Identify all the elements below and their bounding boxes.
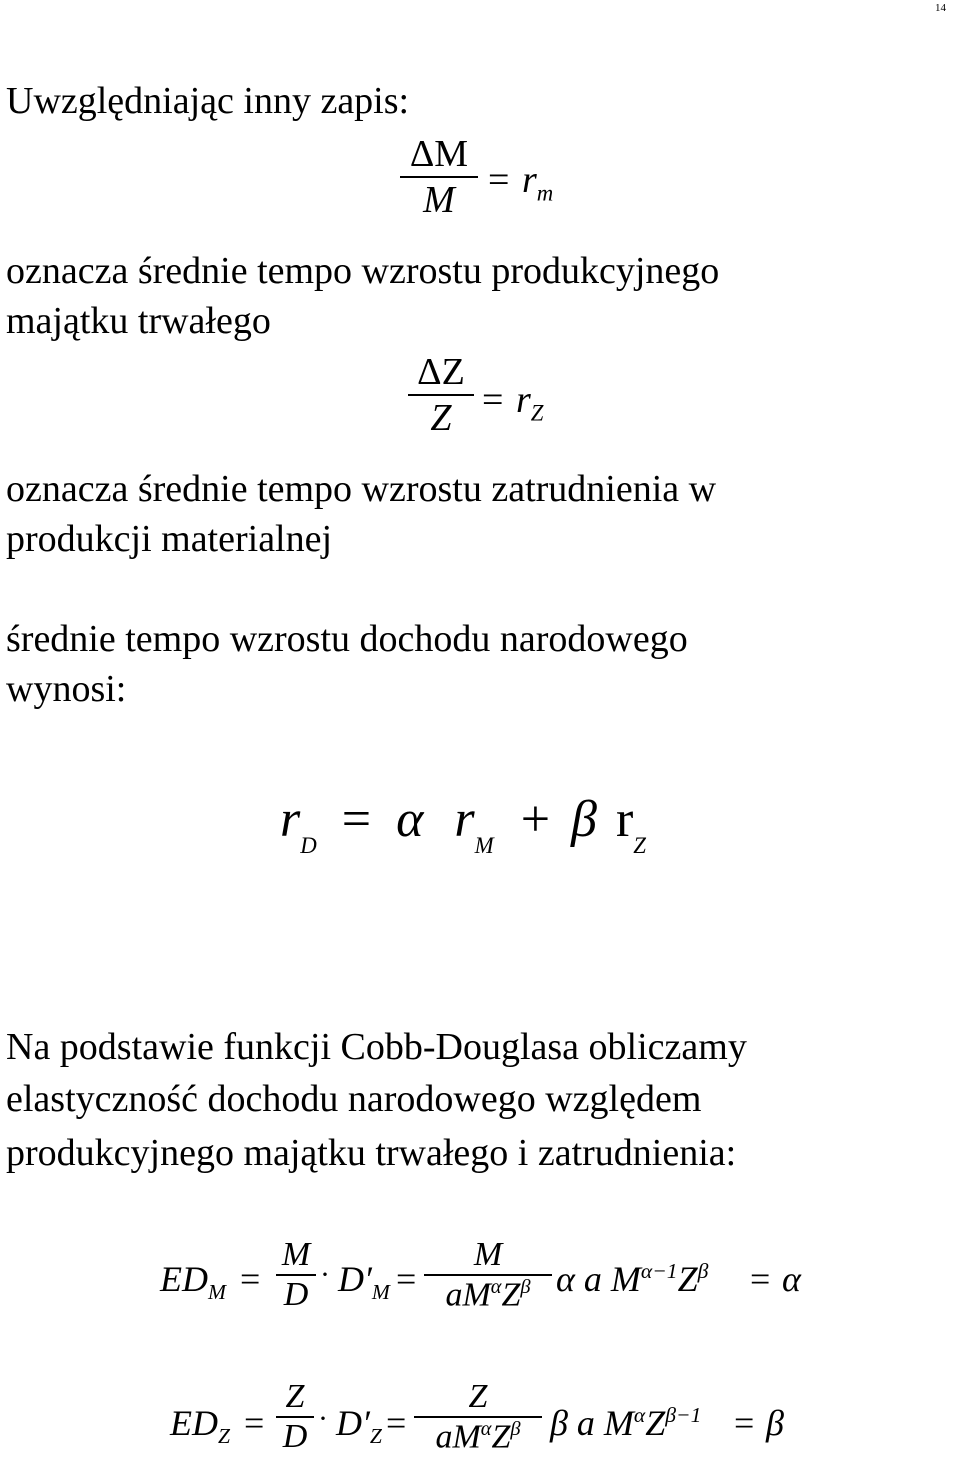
dot-operator: · <box>318 1402 328 1435</box>
fraction-m-over-d <box>276 1236 316 1314</box>
equals-sign: = <box>244 1403 265 1443</box>
rhs-symbol: $r_Z$ <box>516 379 544 426</box>
fraction-denominator: M <box>423 179 455 221</box>
fraction-denominator: D <box>282 1418 308 1455</box>
equals-sign: = <box>386 1403 407 1443</box>
fraction-denominator: $aM^\alpha Z^\beta$ <box>445 1276 531 1314</box>
symbol-r-z: $r_Z$ <box>615 791 647 859</box>
elasticity-tail: α a $M^{\alpha-1}Z^\beta$ <box>556 1259 709 1299</box>
page-number: 14 <box>935 2 946 14</box>
dot-operator: · <box>320 1258 330 1291</box>
equals-sign: = <box>341 791 372 848</box>
fraction-m-over-amz <box>424 1236 552 1314</box>
text-line: Na podstawie funkcji Cobb-Douglasa obliczamy <box>6 1026 747 1068</box>
fraction-numerator: ΔM <box>409 133 469 175</box>
text-line: produkcyjnego majątku trwałego i zatrudnienia: <box>6 1132 737 1174</box>
elasticity-result: α <box>782 1259 801 1299</box>
fraction-numerator: M <box>473 1236 503 1273</box>
elasticity-lhs: $ED_M$ <box>160 1259 226 1305</box>
symbol-r-d: $r_D$ <box>280 791 317 859</box>
text-line: majątku trwałego <box>6 300 271 342</box>
equals-sign: = <box>734 1403 755 1443</box>
fraction-delta-m <box>400 132 478 222</box>
fraction-numerator: ΔZ <box>417 351 465 393</box>
text-line: oznacza średnie tempo wzrostu zatrudnienia w <box>6 468 717 510</box>
rhs-symbol: $r_m$ <box>522 159 554 206</box>
equals-sign: = <box>488 159 510 201</box>
fraction-denominator: D <box>283 1276 309 1313</box>
fraction-z-over-d <box>276 1378 314 1456</box>
intro-text: Uwzględniając inny zapis: <box>6 80 410 122</box>
symbol-alpha: α <box>396 791 424 848</box>
fraction-numerator: Z <box>468 1378 488 1415</box>
fraction-numerator: Z <box>285 1378 305 1415</box>
symbol-r-m: $r_M$ <box>454 791 494 859</box>
equals-sign: = <box>240 1259 261 1299</box>
symbol-beta: β <box>571 791 597 848</box>
derivative-d: $D'_M$ <box>338 1259 390 1305</box>
text-line: wynosi: <box>6 668 127 710</box>
fraction-z-over-amz <box>414 1378 542 1456</box>
text-line: elastyczność dochodu narodowego względem <box>6 1078 702 1120</box>
derivative-d: $D'_Z$ <box>336 1403 382 1449</box>
formula-income-growth <box>280 790 647 859</box>
equals-sign: = <box>750 1259 771 1299</box>
equals-sign: = <box>396 1259 417 1299</box>
text-line: średnie tempo wzrostu dochodu narodowego <box>6 618 688 660</box>
text-line: oznacza średnie tempo wzrostu produkcyjnego <box>6 250 720 292</box>
text-line: produkcji materialnej <box>6 518 333 560</box>
elasticity-lhs: $ED_Z$ <box>170 1403 231 1449</box>
equals-sign: = <box>482 379 504 421</box>
fraction-denominator: Z <box>430 397 452 439</box>
fraction-denominator: $aM^\alpha Z^\beta$ <box>435 1418 521 1456</box>
fraction-delta-z <box>408 350 474 440</box>
elasticity-tail: β a $M^\alpha Z^{\beta-1}$ <box>550 1403 702 1443</box>
plus-sign: + <box>520 791 551 848</box>
fraction-numerator: M <box>281 1236 311 1273</box>
elasticity-result: β <box>766 1403 784 1443</box>
